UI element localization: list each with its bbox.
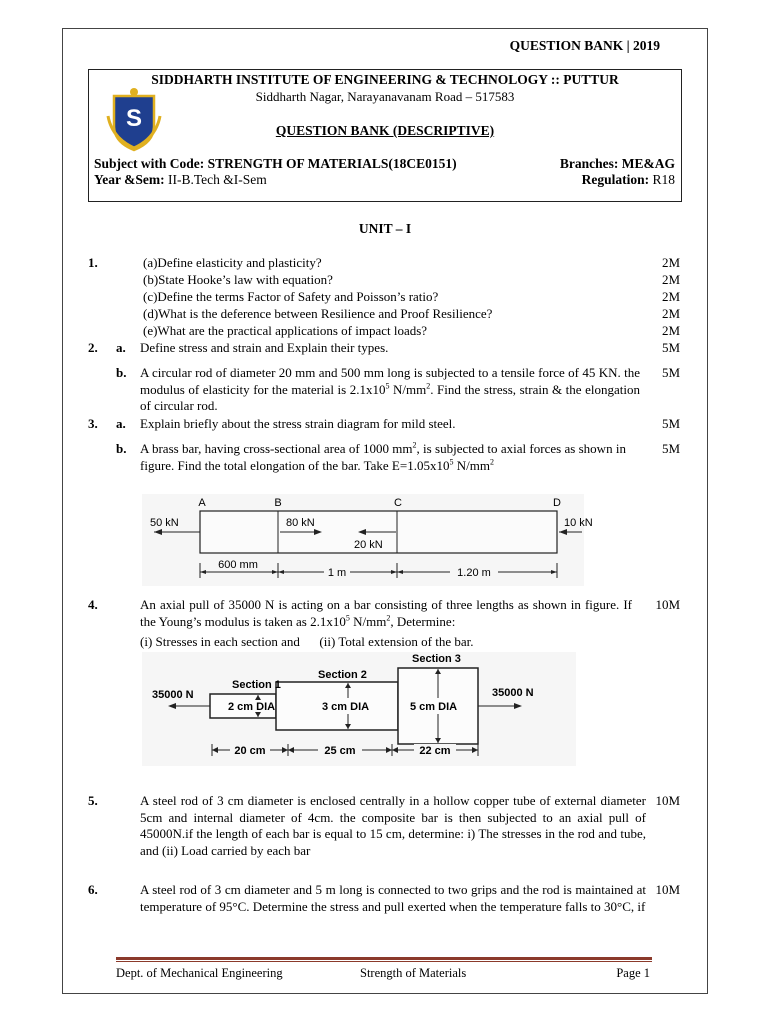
q1-number: 1.	[88, 255, 98, 270]
q6-text: A steel rod of 3 cm diameter and 5 m long is connected to two grips and the rod is maintained at temperature of 95°C. Determine the stress and pull exerted when the temperature falls to 30°C, if	[140, 882, 646, 914]
point-d: D	[553, 497, 561, 509]
q1-part-d: (d)What is the deference between Resilience and Proof Resilience?	[143, 306, 493, 321]
q2b-text	[140, 365, 640, 415]
logo-letter: S	[125, 105, 143, 132]
q4-text-3: , Determine:	[390, 613, 456, 629]
q2-number: 2.	[88, 340, 98, 355]
footer-page-number: Page 1	[616, 966, 650, 980]
force-20kn: 20 kN	[354, 539, 383, 551]
length-25cm: 25 cm	[324, 745, 356, 757]
q4-text	[140, 597, 632, 630]
subject-value: STRENGTH OF MATERIALS(18CE0151)	[207, 156, 457, 171]
q3a-marks: 5M	[661, 416, 680, 431]
q3b-text-3: N/mm	[453, 457, 490, 473]
force-50kn: 50 kN	[150, 517, 179, 529]
length-20cm: 20 cm	[234, 745, 266, 757]
load-right-arrowhead	[514, 703, 522, 709]
year-label: Year &Sem:	[94, 172, 168, 187]
college-logo	[106, 86, 162, 152]
load-left: 35000 N	[152, 689, 194, 701]
q3b-label: b.	[116, 441, 127, 456]
arrowhead-50kn	[154, 529, 162, 535]
q2b-text-1: A circular rod of diameter 20 mm and 500 mm long is subjected to a tensile force of 45 KN. the modulus of elasticity for the material is 2.1x10	[140, 365, 640, 397]
q2b-marks: 5M	[661, 365, 680, 380]
branches-line	[560, 156, 675, 172]
q2a-text: Define stress and strain and Explain their types.	[140, 340, 389, 355]
subject-line	[94, 156, 457, 172]
regulation-value: R18	[652, 172, 675, 187]
force-80kn: 80 kN	[286, 517, 315, 529]
q2b-label: b.	[116, 365, 127, 380]
q4-text-2: N/mm	[349, 613, 387, 629]
point-b: B	[274, 497, 282, 509]
length-22cm: 22 cm	[419, 745, 451, 757]
q2b-sup-1: 5	[385, 381, 390, 391]
q3b-text-1: A brass bar, having cross-sectional area of 1000 mm	[140, 441, 413, 456]
q1-part-c: (c)Define the terms Factor of Safety and Poisson’s ratio?	[143, 289, 439, 304]
q2a-label: a.	[116, 340, 126, 355]
q4-text-1: An axial pull of 35000 N is acting on a bar consisting of three lengths as shown in figure. If the Young’s modulus is taken as 2.1x10	[140, 597, 632, 629]
q3b-sup-3: 2	[489, 457, 494, 467]
question-bank-label: QUESTION BANK | 2019	[509, 38, 660, 53]
force-10kn: 10 kN	[564, 517, 593, 529]
q2a-marks: 5M	[661, 340, 680, 355]
q3b-text	[140, 441, 626, 474]
diameter-2cm: 2 cm DIA	[228, 701, 276, 713]
q3b-marks: 5M	[661, 441, 680, 456]
footer-rule-thick	[116, 957, 652, 960]
q5-text: A steel rod of 3 cm diameter is enclosed centrally in a hollow copper tube of external diameter 5cm and internal diameter of 4cm. the composite bar is then subjected to an axial pull of 45000N.if the length of each bar is equal to 15 cm, determine: i) The stresses in the rod and tube, and (ii) Load carried by each bar	[140, 793, 646, 858]
arrowhead-10kn	[559, 529, 567, 535]
load-left-arrowhead	[168, 703, 176, 709]
document-title: QUESTION BANK (DESCRIPTIVE)	[275, 123, 495, 138]
year-line	[94, 172, 267, 188]
q6-number: 6.	[88, 882, 98, 897]
q5-number: 5.	[88, 793, 98, 808]
q4-sup-1: 5	[345, 613, 350, 623]
institute-name: SIDDHARTH INSTITUTE OF ENGINEERING & TECHNOLOGY :: PUTTUR	[151, 72, 619, 87]
section-3-label: Section 3	[412, 653, 461, 665]
footer-rule-thin	[116, 961, 652, 962]
section-1-label: Section 1	[232, 679, 281, 691]
diameter-3cm: 3 cm DIA	[322, 701, 370, 713]
q3a-text: Explain briefly about the stress strain diagram for mild steel.	[140, 416, 456, 431]
q1-part-b-marks: 2M	[661, 272, 680, 287]
section-2-label: Section 2	[318, 669, 367, 681]
q2b-sup-2: 2	[426, 381, 431, 391]
q3b-text-2: , is subjected to axial forces as shown in figure. Find the total elongation of the bar. Take E=1.05x10	[140, 441, 626, 473]
length-600mm: 600 mm	[218, 559, 258, 571]
length-1m: 1 m	[327, 567, 347, 579]
q1-part-b: (b)State Hooke’s law with equation?	[143, 272, 333, 287]
branches-value: : ME&AG	[613, 156, 675, 171]
q5-marks: 10M	[655, 793, 680, 808]
regulation-line	[582, 172, 675, 188]
year-value: II-B.Tech &I-Sem	[167, 172, 267, 187]
q2b-text-3: . Find the stress, strain & the elongation of circular rod.	[140, 381, 640, 413]
q1-part-d-marks: 2M	[661, 306, 680, 321]
q3b-sup-1: 2	[412, 440, 417, 450]
subject-label: Subject with Code:	[94, 156, 208, 171]
q6-marks: 10M	[655, 882, 680, 897]
q3a-label: a.	[116, 416, 126, 431]
footer-subject: Strength of Materials	[360, 966, 467, 980]
footer-department: Dept. of Mechanical Engineering	[116, 966, 283, 980]
point-c: C	[394, 497, 402, 509]
q4-sup-2: 2	[386, 613, 391, 623]
q3-number: 3.	[88, 416, 98, 431]
branches-label: Branches	[559, 156, 614, 171]
q1-part-c-marks: 2M	[661, 289, 680, 304]
diameter-5cm: 5 cm DIA	[410, 701, 458, 713]
point-a: A	[198, 497, 206, 509]
q3b-sup-2: 5	[449, 457, 454, 467]
q2b-text-2: N/mm	[389, 381, 427, 397]
load-right: 35000 N	[492, 687, 534, 699]
q4-bar-figure	[142, 652, 576, 766]
q1-part-a-marks: 2M	[661, 255, 680, 270]
q1-part-e: (e)What are the practical applications of impact loads?	[143, 323, 428, 338]
q1-part-e-marks: 2M	[661, 323, 680, 338]
q4-line-2: (i) Stresses in each section and (ii) Total extension of the bar.	[140, 634, 474, 649]
length-1-20m: 1.20 m	[457, 567, 491, 579]
q4-number: 4.	[88, 597, 98, 612]
regulation-label: Regulation:	[581, 172, 653, 187]
unit-title: UNIT – I	[358, 221, 412, 236]
q3-bar-figure	[142, 494, 593, 586]
institute-address: Siddharth Nagar, Narayanavanam Road – 517583	[255, 89, 515, 104]
q4-marks: 10M	[655, 597, 680, 612]
q1-part-a: (a)Define elasticity and plasticity?	[143, 255, 322, 270]
